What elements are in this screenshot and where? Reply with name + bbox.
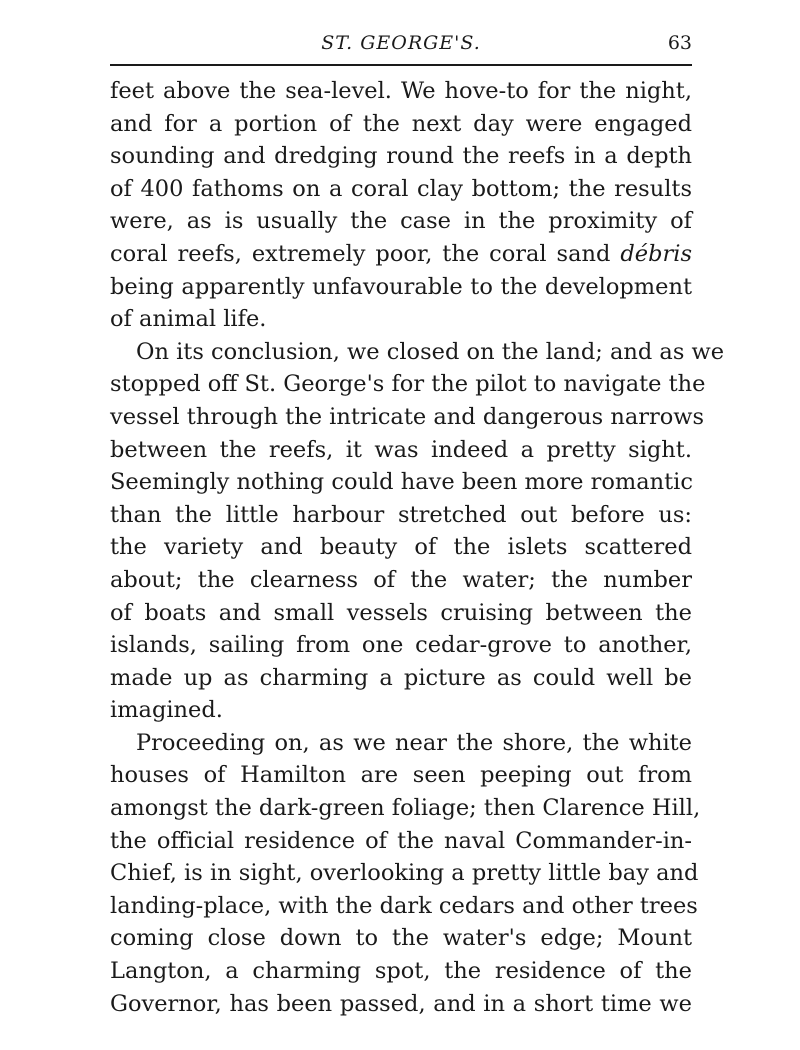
paragraph-last-line: imagined. (110, 697, 223, 724)
italic-word: débris (620, 240, 692, 267)
text-line-with-italic: coral reefs, extremely poor, the coral sand débris (110, 240, 692, 267)
text-line: than the little harbour stretched out before us: (110, 501, 692, 528)
page-header (110, 30, 692, 56)
text-line: between the reefs, it was indeed a pretty sight. (110, 436, 692, 463)
body-text (110, 75, 725, 1020)
text-line: houses of Hamilton are seen peeping out from (110, 762, 692, 789)
text-line: and for a portion of the next day were engaged (110, 110, 692, 137)
text-line: made up as charming a picture as could well be (110, 664, 692, 691)
text-line: feet above the sea-level. We hove-to for the night, (110, 78, 692, 104)
page-number: 63 (667, 32, 692, 54)
text-line: Governor, has been passed, and in a short time we (110, 990, 692, 1017)
paragraph-last-line: of animal life. (110, 306, 267, 333)
text-line: of boats and small vessels cruising between the (110, 599, 692, 626)
paragraph-first-line: On its conclusion, we closed on the land; and as we (136, 338, 725, 365)
text-line: vessel through the intricate and dangerous narrows (110, 403, 705, 430)
text-line: amongst the dark-green foliage; then Clarence Hill, (110, 795, 701, 822)
text-line: the variety and beauty of the islets scattered (110, 534, 692, 561)
text-line: were, as is usually the case in the proximity of (110, 208, 692, 235)
paragraph-first-line: Proceeding on, as we near the shore, the white (136, 729, 692, 756)
running-title: ST. GEORGE'S. (321, 32, 481, 54)
text-line: coming close down to the water's edge; Mount (110, 925, 692, 952)
text-line: of 400 fathoms on a coral clay bottom; the results (110, 175, 692, 202)
text-line: about; the clearness of the water; the number (110, 566, 692, 593)
text-line: Seemingly nothing could have been more romantic (110, 469, 693, 496)
header-rule (110, 64, 692, 66)
text-line: sounding and dredging round the reefs in a depth (110, 143, 692, 170)
text-line: islands, sailing from one cedar-grove to another, (110, 632, 692, 659)
text-line: being apparently unfavourable to the development (110, 273, 692, 300)
text-line: the official residence of the naval Commander-in- (110, 827, 692, 854)
text-line: Langton, a charming spot, the residence of the (110, 958, 692, 985)
text-line: landing-place, with the dark cedars and other trees (110, 892, 698, 919)
text-line: Chief, is in sight, overlooking a pretty little bay and (110, 860, 699, 887)
text-line: stopped off St. George's for the pilot to navigate the (110, 371, 706, 398)
